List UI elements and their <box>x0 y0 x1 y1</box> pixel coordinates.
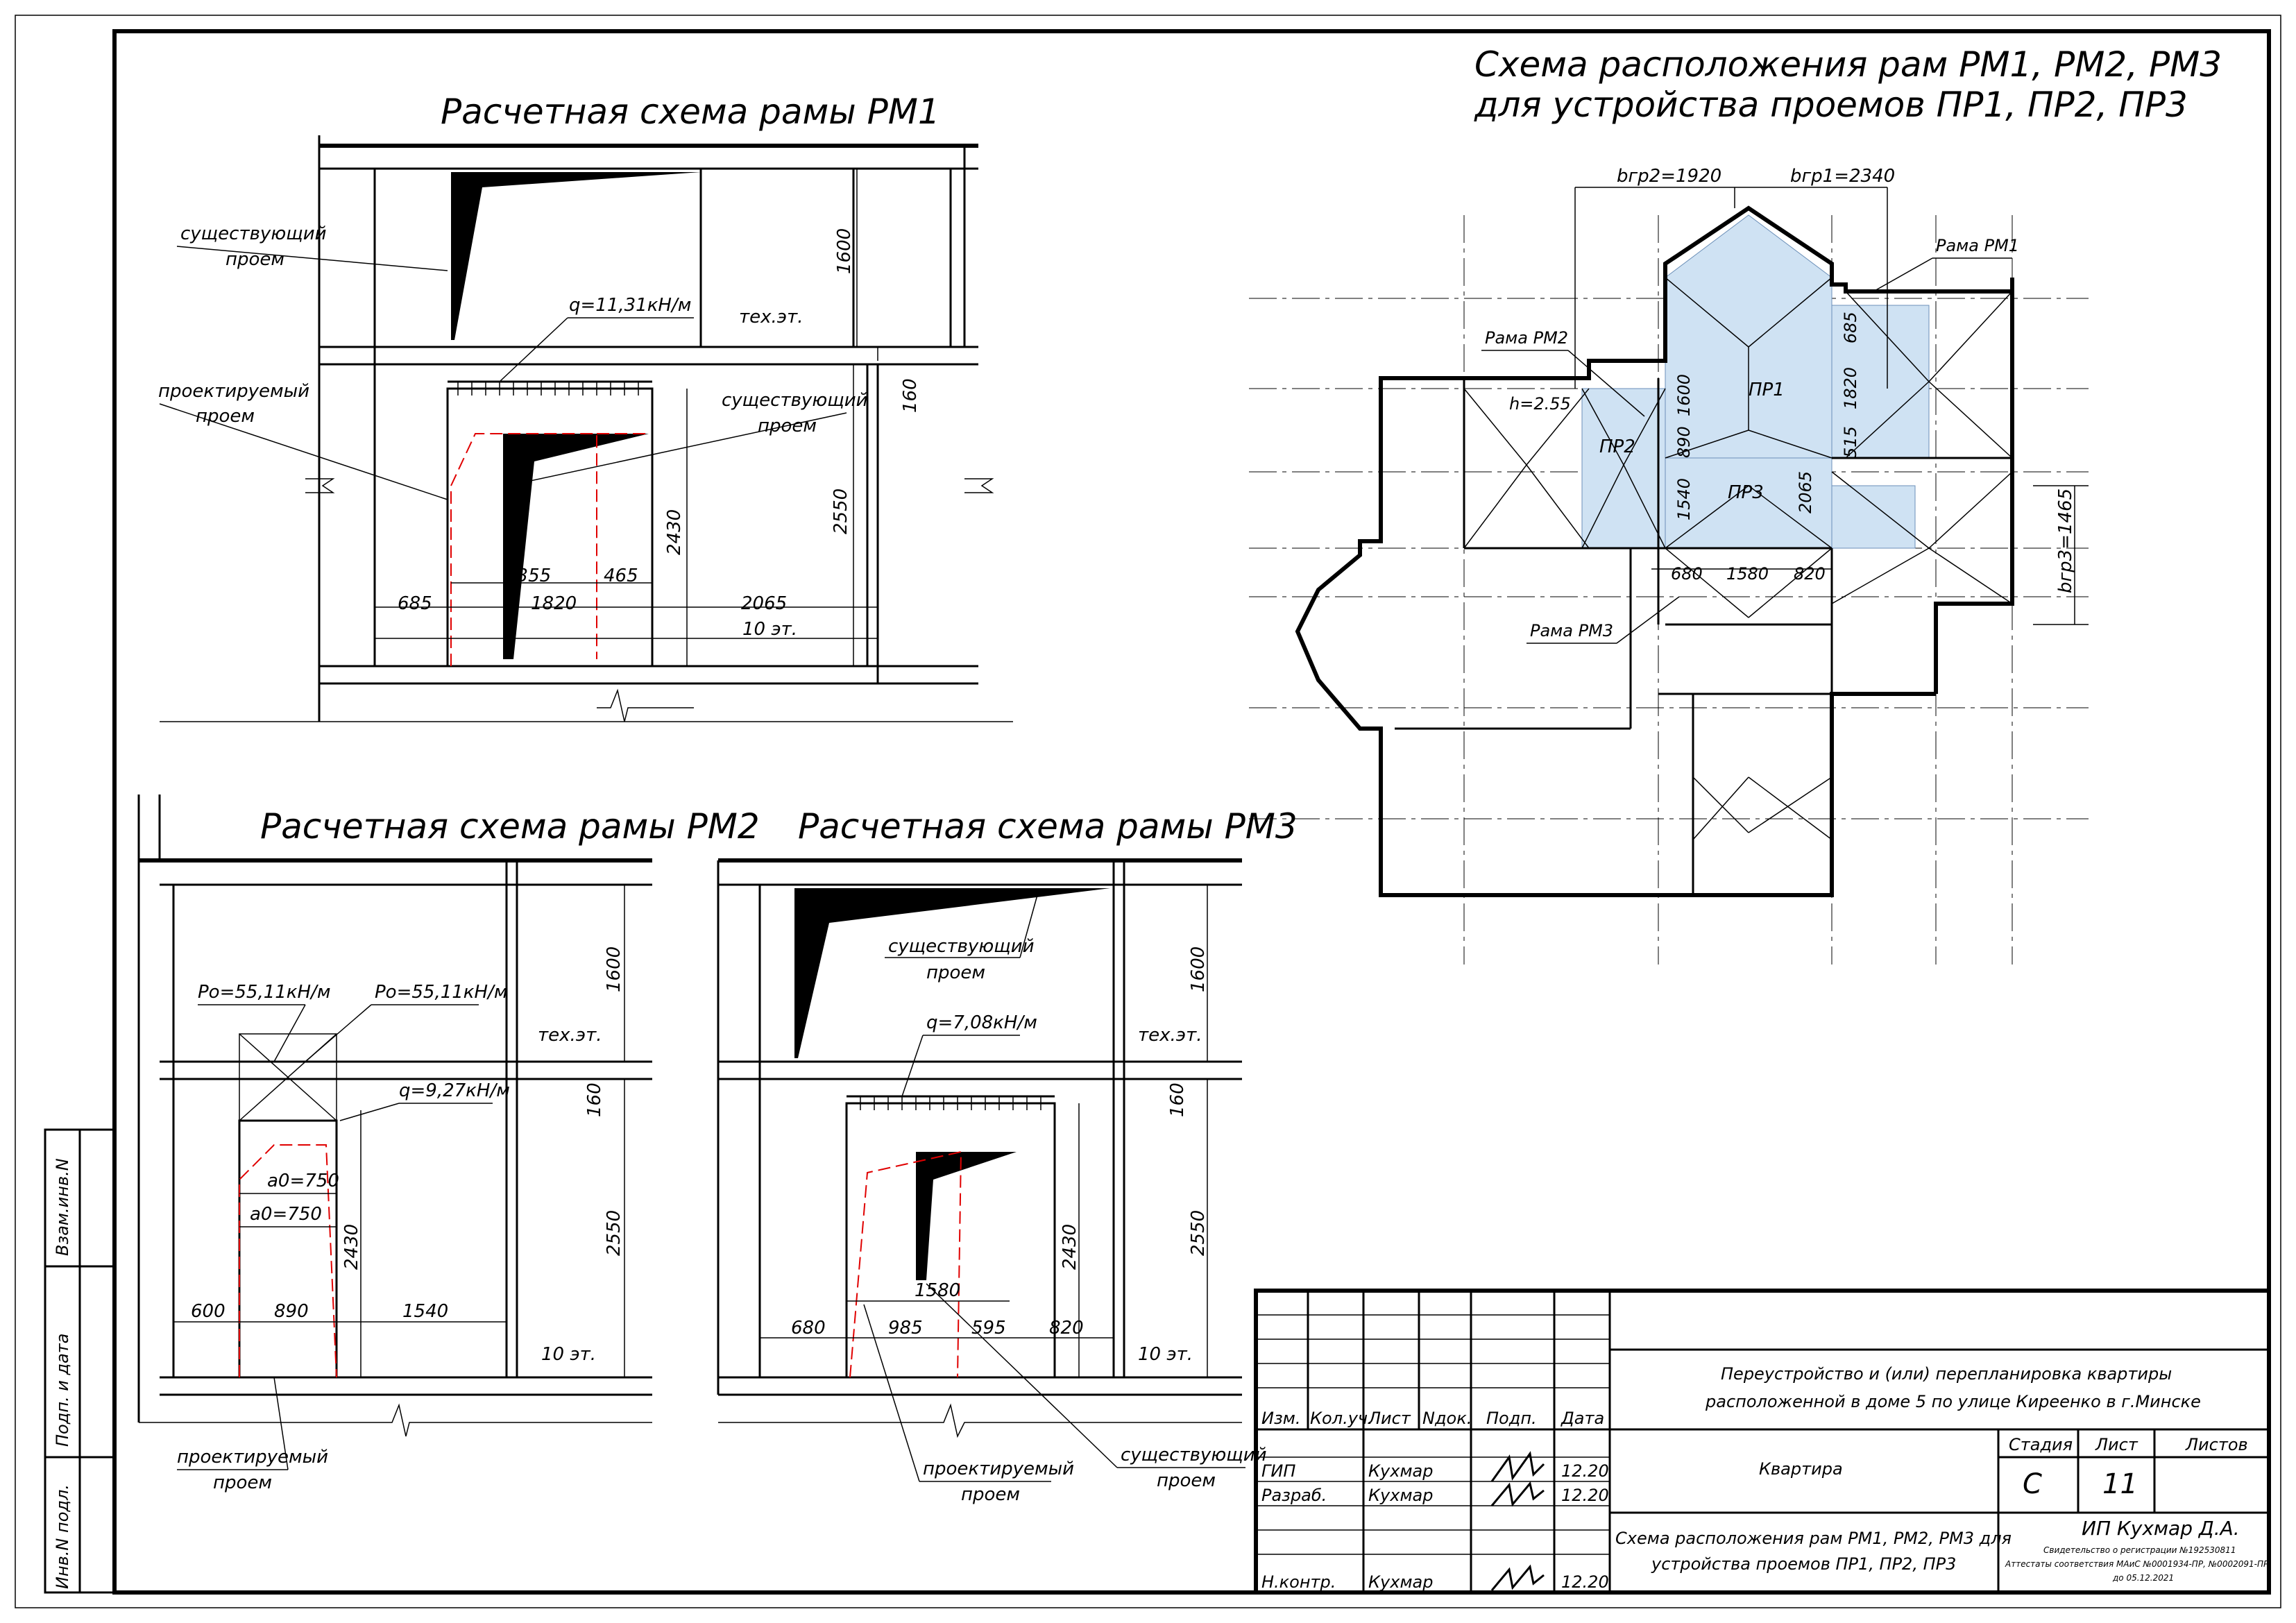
tb-name-1: Кухмар <box>1368 1461 1434 1481</box>
rm3-dim-2430: 2430 <box>1060 1223 1080 1270</box>
plan-title-1: Схема расположения рам РМ1, РМ2, РМ3 <box>1474 44 2222 85</box>
rm3-existing-label-2: проем <box>926 962 986 983</box>
tb-object: Квартира <box>1759 1459 1843 1479</box>
signature-1 <box>1492 1454 1544 1481</box>
rm3-load: q=7,08кН/м <box>926 1012 1037 1033</box>
rm2-load-right: Pо=55,11кН/м <box>375 982 508 1003</box>
tb-drawing-1: Схема расположения рам РМ1, РМ2, РМ3 для <box>1615 1529 2012 1548</box>
rm2-dim-600: 600 <box>191 1301 226 1322</box>
tb-sheet: 11 <box>2102 1468 2138 1500</box>
plan-dim-685: 685 <box>1841 312 1860 343</box>
plan-dim-820: 820 <box>1794 564 1826 584</box>
tb-h-ndok: Nдок. <box>1422 1409 1472 1428</box>
rm3-dim-680: 680 <box>791 1318 826 1339</box>
rm3-existing2-label-2: проем <box>1157 1470 1216 1491</box>
rm3-dim-2550: 2550 <box>1188 1209 1209 1256</box>
rm3-dim-160: 160 <box>1167 1082 1188 1117</box>
rm1-existing-label-2: проем <box>226 249 285 270</box>
rm3-tech-floor: тех.эт. <box>1138 1025 1202 1046</box>
rm3-dim-985: 985 <box>888 1318 923 1339</box>
tb-cert-1: Свидетельство о регистрации №192530811 <box>2043 1545 2236 1555</box>
tb-cert-3: до 05.12.2021 <box>2113 1573 2175 1583</box>
rm1-dim-685: 685 <box>398 593 432 614</box>
tb-h-podp: Подп. <box>1486 1409 1537 1428</box>
rm1-dim-2065: 2065 <box>741 593 788 614</box>
plan-frame-rm1: Рама РМ1 <box>1936 236 2020 255</box>
tb-role-razrab: Разраб. <box>1261 1486 1327 1505</box>
rm2-dim-2430: 2430 <box>341 1223 362 1270</box>
plan-pr3: ПР3 <box>1728 482 1764 503</box>
tb-date-3: 12.20 <box>1561 1572 1609 1592</box>
plan-dim-1820: 1820 <box>1841 366 1860 409</box>
tb-h-izm: Изм. <box>1261 1409 1301 1428</box>
tb-date-1: 12.20 <box>1561 1461 1609 1481</box>
plan-bgr2: bгр2=1920 <box>1617 166 1722 187</box>
tb-project-2: расположенной в доме 5 по улице Киреенко в г.Минске <box>1706 1392 2201 1411</box>
side-stamp <box>45 1130 114 1592</box>
plan-pr1: ПР1 <box>1749 380 1785 400</box>
stamp-vzam: Взам.инв.N <box>53 1158 72 1256</box>
rm3-floor-10: 10 эт. <box>1138 1344 1193 1365</box>
plan-frame-rm3: Рама РМ3 <box>1530 621 1614 640</box>
rm3-existing-label-1: существующий <box>888 936 1035 957</box>
plan-frame-rm2: Рама РМ2 <box>1485 328 1569 348</box>
tb-role-gip: ГИП <box>1261 1461 1296 1481</box>
tb-name-2: Кухмар <box>1368 1486 1434 1505</box>
plan-dim-680: 680 <box>1671 564 1703 584</box>
tb-cert-2: Аттестаты соответствия МАиС №0001934-ПР, №0002091-ПР <box>2005 1559 2269 1569</box>
tb-sheets-h: Листов <box>2186 1435 2248 1454</box>
rm1-dim-1820: 1820 <box>531 593 577 614</box>
rm2-dim-1600: 1600 <box>604 946 624 992</box>
rm3-designed-label-1: проектируемый <box>923 1459 1075 1479</box>
rm1-dim-465: 465 <box>604 566 638 586</box>
rm1-dim-1600: 1600 <box>834 228 855 274</box>
rm2-a0-1: a0=750 <box>267 1171 339 1191</box>
rm2-load-left: Pо=55,11кН/м <box>198 982 331 1003</box>
stamp-podp: Подп. и дата <box>53 1333 72 1447</box>
plan-dim-1540: 1540 <box>1674 477 1694 520</box>
rm2-floor-10: 10 эт. <box>541 1344 597 1365</box>
floor-plan <box>1249 44 2222 965</box>
rm1-tech-floor: тех.эт. <box>739 307 803 328</box>
plan-dim-1580: 1580 <box>1726 564 1769 584</box>
rm1-scheme <box>158 92 1013 722</box>
plan-dim-2065: 2065 <box>1796 470 1815 513</box>
rm2-dim-160: 160 <box>584 1082 605 1117</box>
plan-h: h=2.55 <box>1509 394 1571 414</box>
tb-drawing-2: устройства проемов ПР1, ПР2, ПР3 <box>1651 1554 1957 1574</box>
plan-pr2: ПР2 <box>1599 436 1635 457</box>
plan-dim-1600: 1600 <box>1674 373 1694 416</box>
title-block <box>1256 1291 2269 1592</box>
rm3-dim-1600: 1600 <box>1188 946 1209 992</box>
rm2-a0-2: a0=750 <box>250 1204 322 1225</box>
rm2-scheme <box>139 794 760 1493</box>
tb-h-data: Дата <box>1561 1409 1605 1428</box>
rm1-designed-label-1: проектируемый <box>158 381 310 402</box>
tb-h-list: Лист <box>1368 1409 1411 1428</box>
rm3-dim-820: 820 <box>1049 1318 1084 1339</box>
rm1-designed-label-2: проем <box>196 406 255 427</box>
tb-stage: С <box>2023 1468 2042 1500</box>
rm3-scheme <box>718 806 1301 1505</box>
rm3-title: Расчетная схема рамы РМ3 <box>798 806 1298 847</box>
plan-bgr1: bгр1=2340 <box>1790 166 1896 187</box>
tb-sheet-h: Лист <box>2095 1435 2138 1454</box>
rm3-dim-595: 595 <box>971 1318 1006 1339</box>
rm1-floor-10: 10 эт. <box>742 619 798 640</box>
rm1-existing2-label-2: проем <box>758 416 817 436</box>
tb-company: ИП Кухмар Д.А. <box>2082 1517 2240 1540</box>
tb-date-2: 12.20 <box>1561 1486 1609 1505</box>
plan-bgr3: bгр3=1465 <box>2055 488 2076 593</box>
rm2-load-q: q=9,27кН/м <box>399 1080 510 1101</box>
rm1-load: q=11,31кН/м <box>569 295 692 316</box>
tb-role-nkontr: Н.контр. <box>1261 1572 1336 1592</box>
tb-name-3: Кухмар <box>1368 1572 1434 1592</box>
rm1-dim-160: 160 <box>900 378 921 413</box>
rm1-dim-1355: 1355 <box>505 566 552 586</box>
rm1-existing2-label-1: существующий <box>722 390 868 411</box>
rm3-designed-label-2: проем <box>961 1484 1021 1505</box>
rm2-designed-label-2: проем <box>213 1472 273 1493</box>
tb-project-1: Переустройство и (или) перепланировка квартиры <box>1721 1364 2172 1384</box>
rm3-dim-1580: 1580 <box>915 1280 961 1301</box>
stamp-inv: Инв.N подл. <box>53 1484 72 1589</box>
tb-h-koluch: Кол.уч. <box>1310 1409 1373 1428</box>
rm2-tech-floor: тех.эт. <box>538 1025 602 1046</box>
rm2-title: Расчетная схема рамы РМ2 <box>260 806 760 847</box>
rm1-dim-2550: 2550 <box>831 488 851 534</box>
rm1-title: Расчетная схема рамы РМ1 <box>441 92 940 132</box>
plan-dim-515: 515 <box>1841 426 1860 458</box>
signature-2 <box>1492 1484 1544 1506</box>
rm1-existing-label-1: существующий <box>180 223 327 244</box>
tb-stage-h: Стадия <box>2009 1435 2073 1454</box>
plan-dim-890: 890 <box>1674 426 1694 458</box>
rm3-existing2-label-1: существующий <box>1121 1445 1267 1465</box>
rm2-dim-2550: 2550 <box>604 1209 624 1256</box>
rm2-designed-label-1: проектируемый <box>177 1447 329 1468</box>
signature-3 <box>1492 1567 1544 1590</box>
plan-title-2: для устройства проемов ПР1, ПР2, ПР3 <box>1474 85 2188 125</box>
rm1-dim-2430: 2430 <box>664 509 685 555</box>
rm2-dim-1540: 1540 <box>402 1301 449 1322</box>
rm2-dim-890: 890 <box>274 1301 309 1322</box>
